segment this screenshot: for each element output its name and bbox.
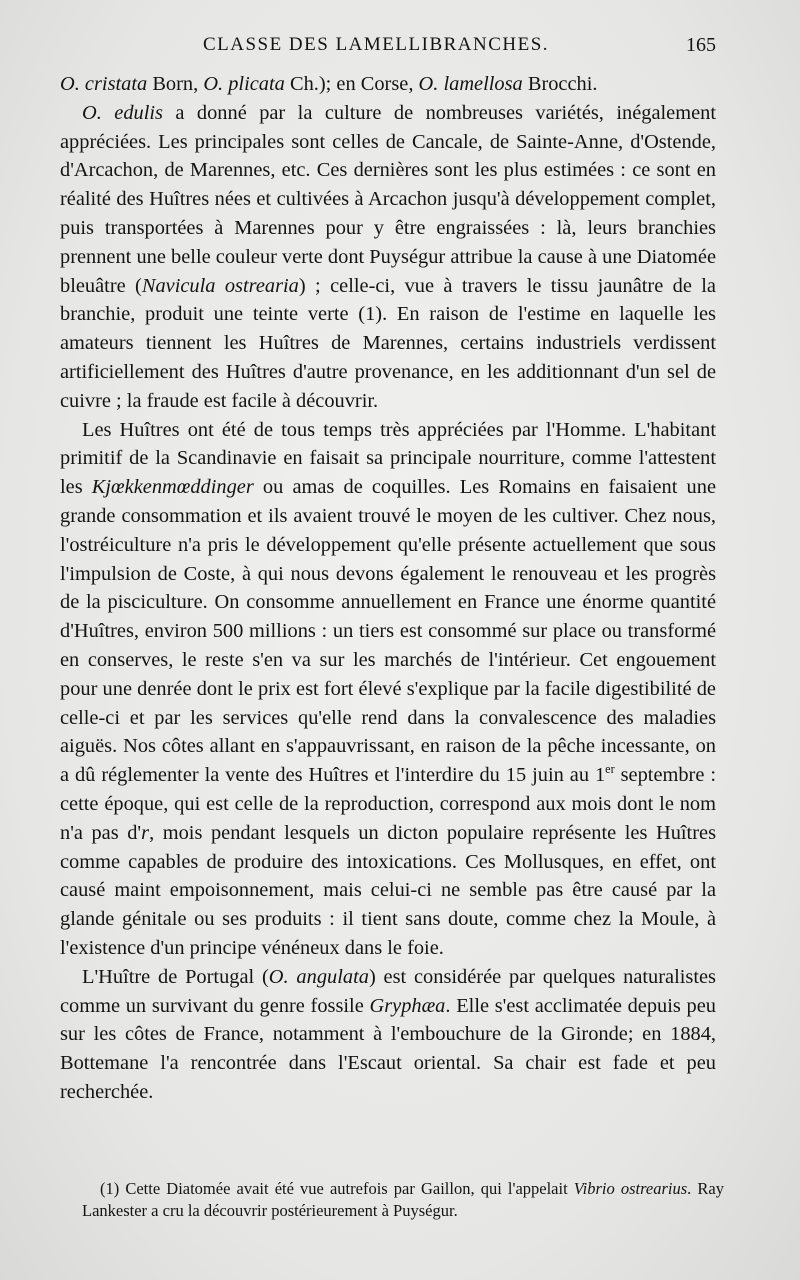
- italic-term: O. edulis: [82, 101, 163, 124]
- paragraph-edulis-varieties: [60, 99, 716, 416]
- text-run: a donné par la culture de nombreuses variétés, inégalement appréciées. Les principales sont celles de Cancale, de Sainte-Anne, d'Ostende, d'Arcachon, de Marennes, etc. Ces dernières sont les plus estimées : ce sont en réalité des Huîtres nées et cultivées à Arcachon jusqu'à développement complet, puis transportées à Marennes pour y être engraissées : là, leurs branchies prennent une belle couleur verte dont Puységur attribue la cause à une Diatomée bleuâtre (: [60, 101, 716, 297]
- text-run: Brocchi.: [522, 73, 598, 95]
- text-run: septembre : cette époque, qui est celle de la reproduction, correspond aux mois dont le nom n'a pas d': [60, 764, 717, 844]
- paragraph-oyster-consumption: [60, 416, 716, 963]
- italic-term: Navicula ostrearia: [141, 274, 299, 297]
- running-title: CLASSE DES LAMELLIBRANCHES.: [202, 34, 550, 55]
- paragraph-portugal-oyster: [60, 963, 716, 1107]
- text-run: L'Huître de Portugal (: [82, 965, 269, 988]
- italic-term: Gryphæa: [369, 994, 446, 1017]
- page-header: [60, 34, 716, 60]
- text-run: (1) Cette Diatomée avait été vue autrefois par Gaillon, qui l'appelait: [100, 1179, 574, 1198]
- body-text: [60, 70, 716, 1107]
- text-run: Born,: [147, 73, 204, 95]
- page-number: 165: [686, 34, 716, 56]
- text-run: ) ; celle-ci, vue à travers le tissu jaunâtre de la branchie, produit une teinte verte (1). En raison de l'estime en laquelle les amateurs tiennent les Huîtres de Marennes, certains industriels verdissent artificiellement des Huîtres d'autre provenance, en les additionnant d'un sel de cuivre ; la fraude est facile à découvrir.: [60, 274, 716, 412]
- italic-term: r: [141, 821, 150, 844]
- text-run: . Ray Lankester a cru la découvrir postérieurement à Puységur.: [82, 1179, 724, 1220]
- italic-term: Kjœkkenmœddinger: [91, 476, 254, 499]
- text-run: ) est considérée par quelques naturalistes comme un survivant du genre fossile: [60, 965, 716, 1017]
- italic-term: O. cristata: [60, 73, 148, 95]
- italic-term: O. angulata: [268, 965, 369, 988]
- italic-term: Vibrio ostrearius: [573, 1179, 688, 1198]
- text-run: Les Huîtres ont été de tous temps très appréciées par l'Homme. L'habitant primitif de la Scandinavie en faisait sa principale nourriture, comme l'attestent les: [60, 418, 716, 499]
- footnote-text: [82, 1178, 724, 1222]
- text-run: , mois pendant lesquels un dicton populaire représente les Huîtres comme capables de produire des intoxications. Ces Mollusques, en effet, ont causé maint empoisonnement, mais celui-ci ne semble pas être causé par la glande génitale ou ses produits : il tient sans doute, comme chez la Moule, à l'existence d'un principe vénéneux dans le foie.: [60, 821, 717, 959]
- italic-term: O. lamellosa: [418, 73, 523, 95]
- footnote: [82, 1178, 724, 1222]
- text-run: ou amas de coquilles. Les Romains en faisaient une grande consommation et ils avaient trouvé le moyen de les cultiver. Chez nous, l'ostréiculture n'a pris le développement qu'elle présente actuellement que sous l'impulsion de Coste, à qui nous devons également le renouveau et les progrès de la pisciculture. On consomme annuellement en France une énorme quantité d'Huîtres, environ 500 millions : un tiers est consommé sur place ou transformé en conserves, le reste s'en va sur les marchés de l'intérieur. Cet engouement pour une denrée dont le prix est fort élevé s'explique par la facile digestibilité de celle-ci et par les services qu'elle rend dans la convalescence des maladies aiguës. Nos côtes allant en s'appauvrissant, en raison de la pêche incessante, on a dû réglementer la vente des Huîtres et l'interdire du 15 juin au 1: [60, 476, 716, 787]
- italic-term: O. plicata: [203, 73, 285, 95]
- text-run: . Elle s'est acclimatée depuis peu sur les côtes de France, notamment à l'embouchure de la Gironde; en 1884, Bottemane l'a rencontrée dans l'Escaut oriental. Sa chair est fade et peu recherchée.: [60, 994, 716, 1103]
- superscript: er: [605, 762, 615, 777]
- paragraph-species-list: [60, 70, 716, 99]
- text-run: Ch.); en Corse,: [284, 73, 419, 95]
